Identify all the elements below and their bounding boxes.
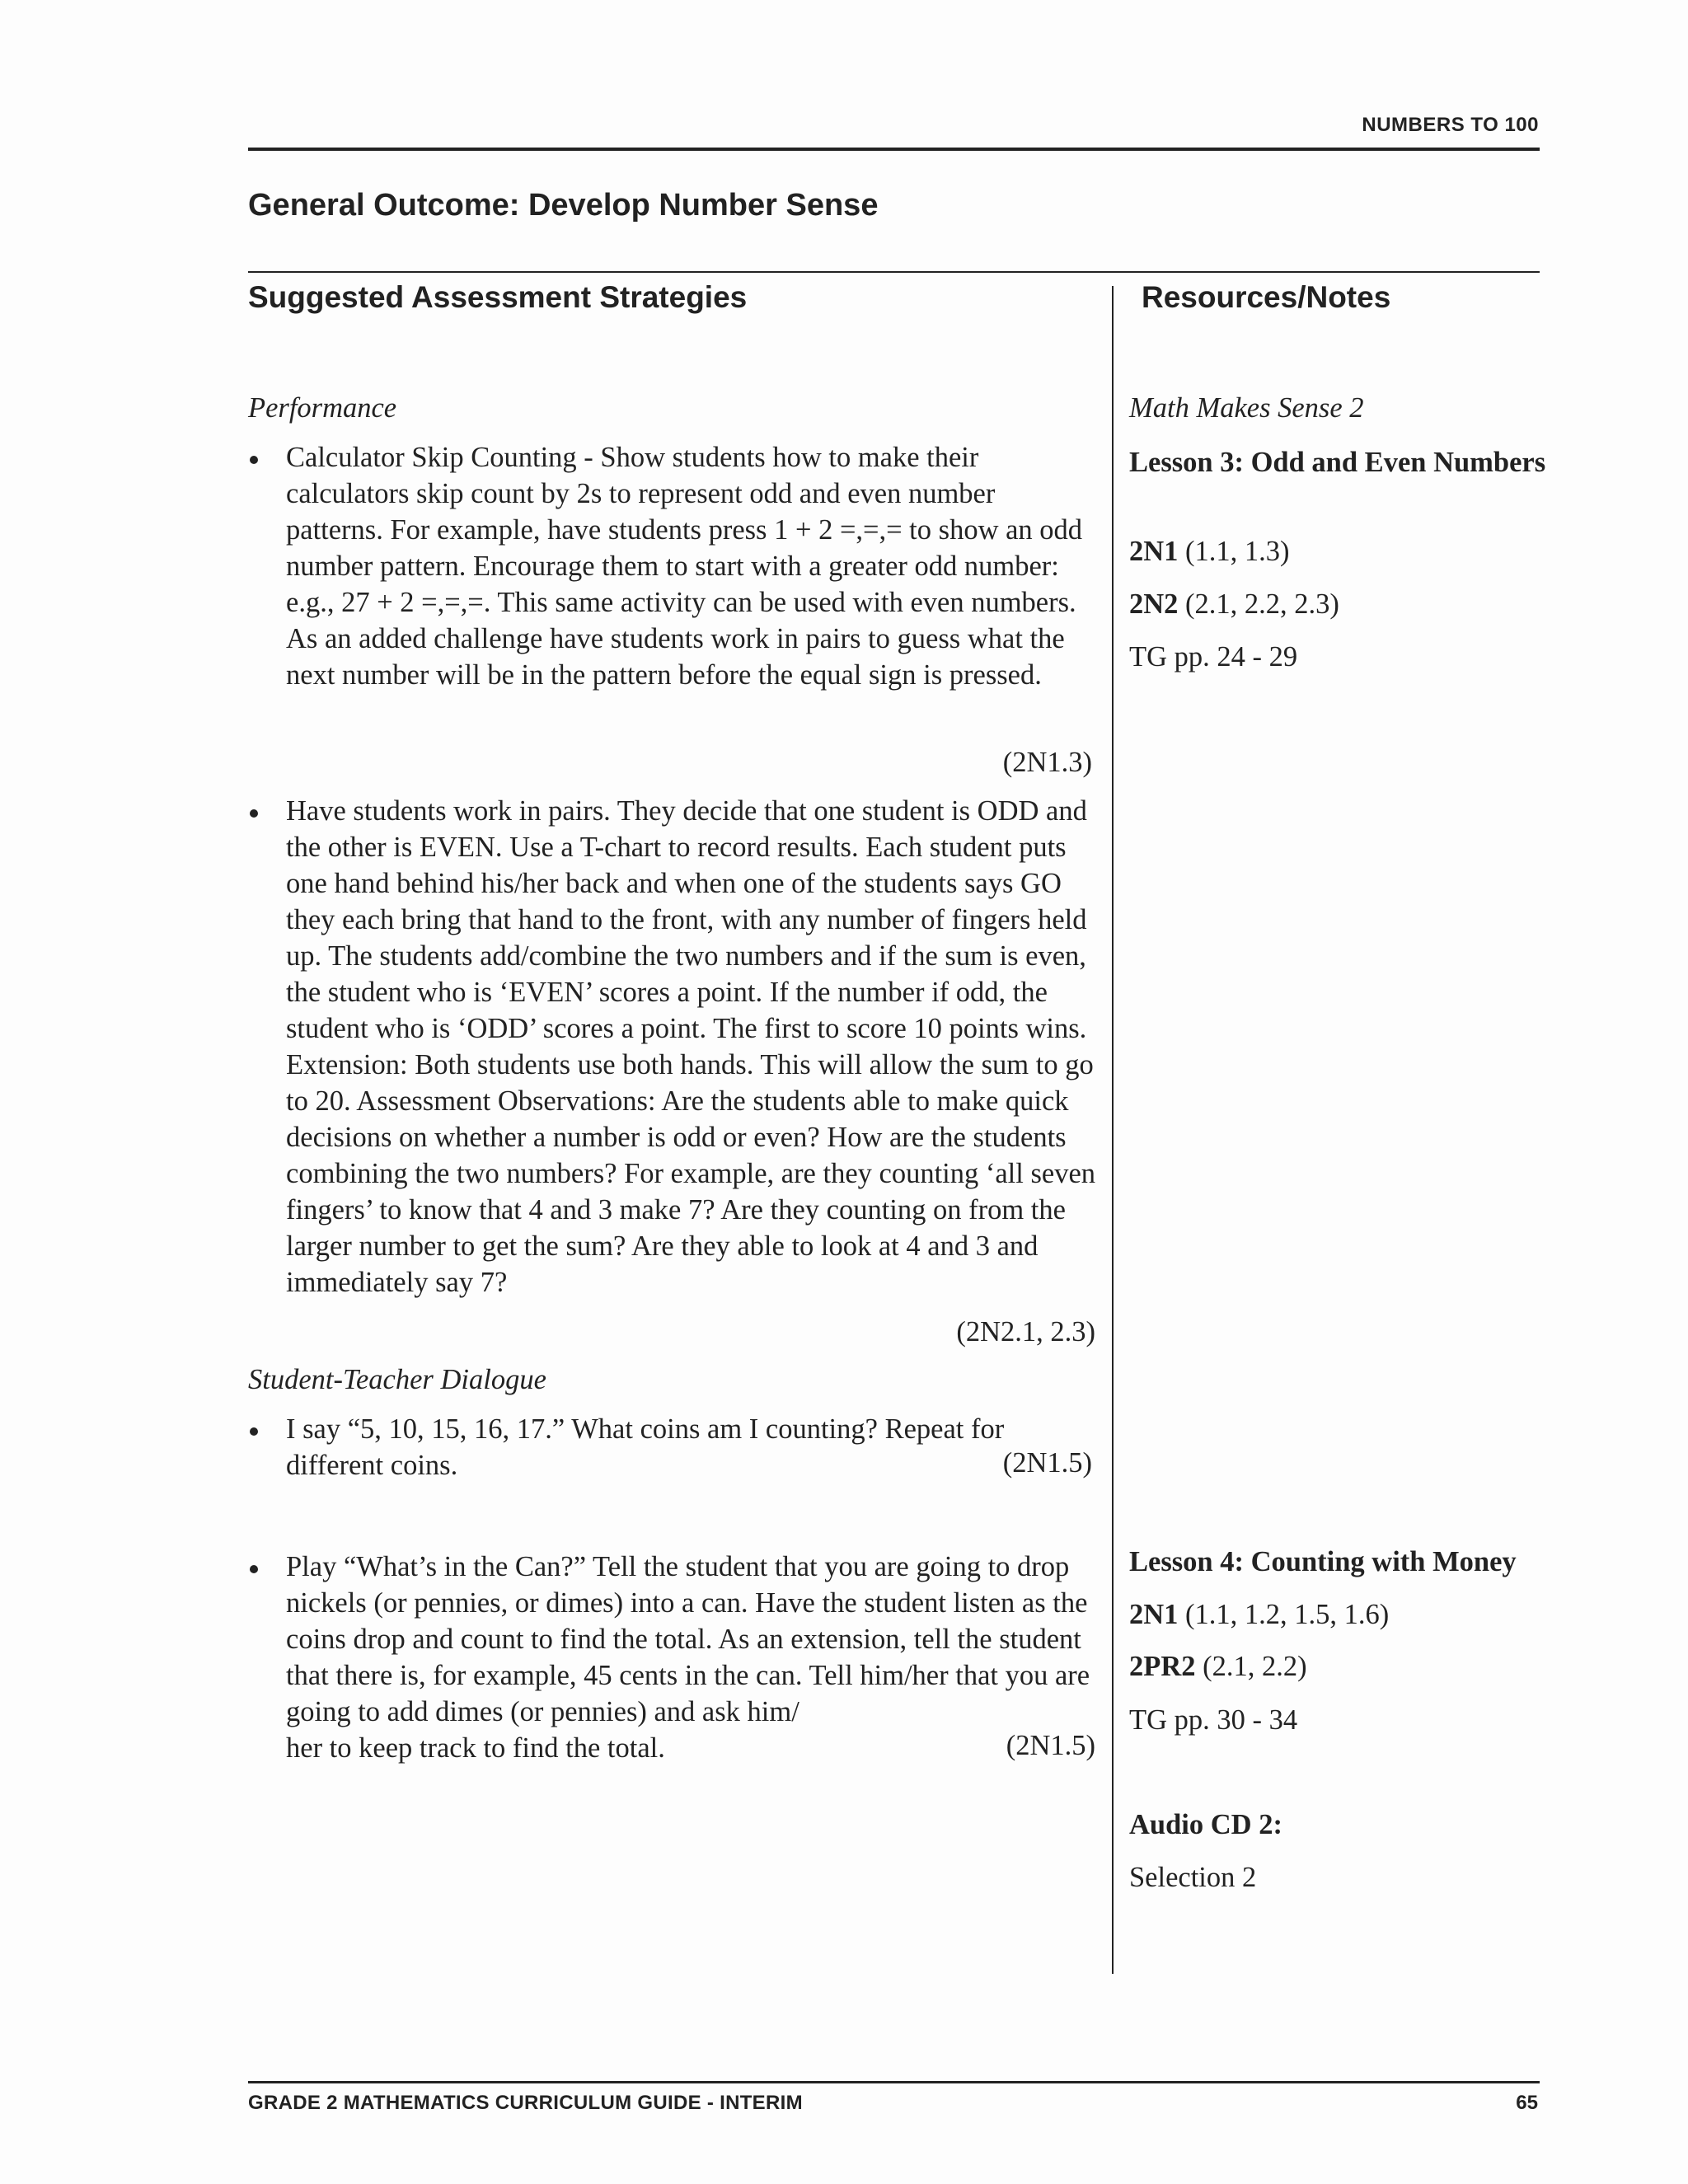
footer-rule [248,2081,1540,2083]
lesson4-outcome-2 [1129,1648,1558,1685]
general-outcome-title: General Outcome: Develop Number Sense [248,188,879,223]
outcome-rule [248,271,1540,273]
bullet-marker [250,456,258,464]
outcome-reference: (2N1.5) [1002,1447,1092,1479]
lesson4-teacher-guide-pages: TG pp. 30 - 34 [1129,1704,1298,1736]
lesson3-outcome-2 [1129,586,1558,622]
bullet-marker [250,1565,258,1573]
lesson4-title: Lesson 4: Counting with Money [1129,1546,1517,1577]
outcome-code: 2N1 [1129,536,1179,567]
lesson3-title: Lesson 3: Odd and Even Numbers [1129,447,1546,478]
audio-cd-selection: Selection 2 [1129,1862,1257,1893]
resources-column-heading: Resources/Notes [1142,280,1391,314]
outcome-code: 2N1 [1129,1599,1179,1630]
running-head: NUMBERS TO 100 [1362,114,1539,136]
outcome-detail: (1.1, 1.2, 1.5, 1.6) [1178,1599,1390,1630]
outcome-detail: (1.1, 1.3) [1178,536,1290,567]
coin-counting-line2: different coins. [286,1450,458,1481]
odd-even-game-text: Have students work in pairs. They decide that one student is ODD and the other is EVEN. Use a T-chart to record results. Each student puts one hand behind his/her back and when one of the students says GO they each bring that hand to the front, with any number of fingers held up. The students add/combine the two numbers and if the sum is even, the student who is ‘EVEN’ scores a point. If the number if odd, the student who is ‘ODD’ scores a point. The first to score 10 points wins. Extension: Both students use both hands. This will allow the sum to go to 20. Assessment Observations: Are the students able to make quick decisions on whether a number is odd or even? How are the students combining the two numbers? For example, are they counting ‘all seven fingers’ to know that 4 and 3 make 7? Are they counting on from the larger number to get the sum? Are they able to look at 4 and 3 and immediately say 7? [286,795,1096,1298]
coin-counting-line1: I say “5, 10, 15, 16, 17.” What coins am I counting? Repeat for [286,1413,1005,1445]
outcome-detail: (2.1, 2.2) [1195,1651,1307,1682]
column-divider [1112,286,1114,1974]
outcome-reference: (2N1.5) [1006,1730,1095,1761]
outcome-detail: (2.1, 2.2, 2.3) [1178,588,1339,620]
lesson3-teacher-guide-pages: TG pp. 24 - 29 [1129,641,1298,673]
outcome-code: 2N2 [1129,588,1179,620]
outcome-reference: (2N2.1, 2.3) [956,1316,1095,1347]
outcome-code: 2PR2 [1129,1651,1196,1682]
whats-in-the-can-last-line: her to keep track to find the total. [286,1732,665,1764]
bullet-marker [250,1427,258,1436]
assessment-column-heading: Suggested Assessment Strategies [248,280,748,314]
footer-document-title: GRADE 2 MATHEMATICS CURRICULUM GUIDE - INTERIM [248,2092,803,2114]
student-teacher-dialogue-label: Student-Teacher Dialogue [248,1364,546,1395]
calculator-skip-counting-text: Calculator Skip Counting - Show students how to make their calculators skip count by 2s to represent odd and even number patterns. For example, have students press 1 + 2 =,=,= to show an odd number pattern. Encourage them to start with a greater odd number: e.g., 27 + 2 =,=,=. This same activity can be used with even numbers. As an added challenge have students work in pairs to guess what the next number will be in the pattern before the equal sign is pressed. [286,442,1083,691]
header-rule [248,148,1540,151]
bullet-marker [250,809,258,818]
audio-cd-title: Audio CD 2: [1129,1809,1282,1840]
whats-in-the-can-text: Play “What’s in the Can?” Tell the student that you are going to drop nickels (or pennies, or dimes) into a can. Have the student listen as the coins drop and count to find the total. As an extension, tell the student that there is, for example, 45 cents in the can. Tell him/her that you are going to add dimes (or pennies) and ask him/ [286,1551,1090,1727]
page-number: 65 [1516,2092,1538,2114]
resource-book-title: Math Makes Sense 2 [1129,392,1364,424]
outcome-reference: (2N1.3) [1002,747,1092,778]
lesson4-outcome-1 [1129,1596,1558,1633]
performance-label: Performance [248,392,397,424]
lesson3-outcome-1 [1129,533,1558,569]
